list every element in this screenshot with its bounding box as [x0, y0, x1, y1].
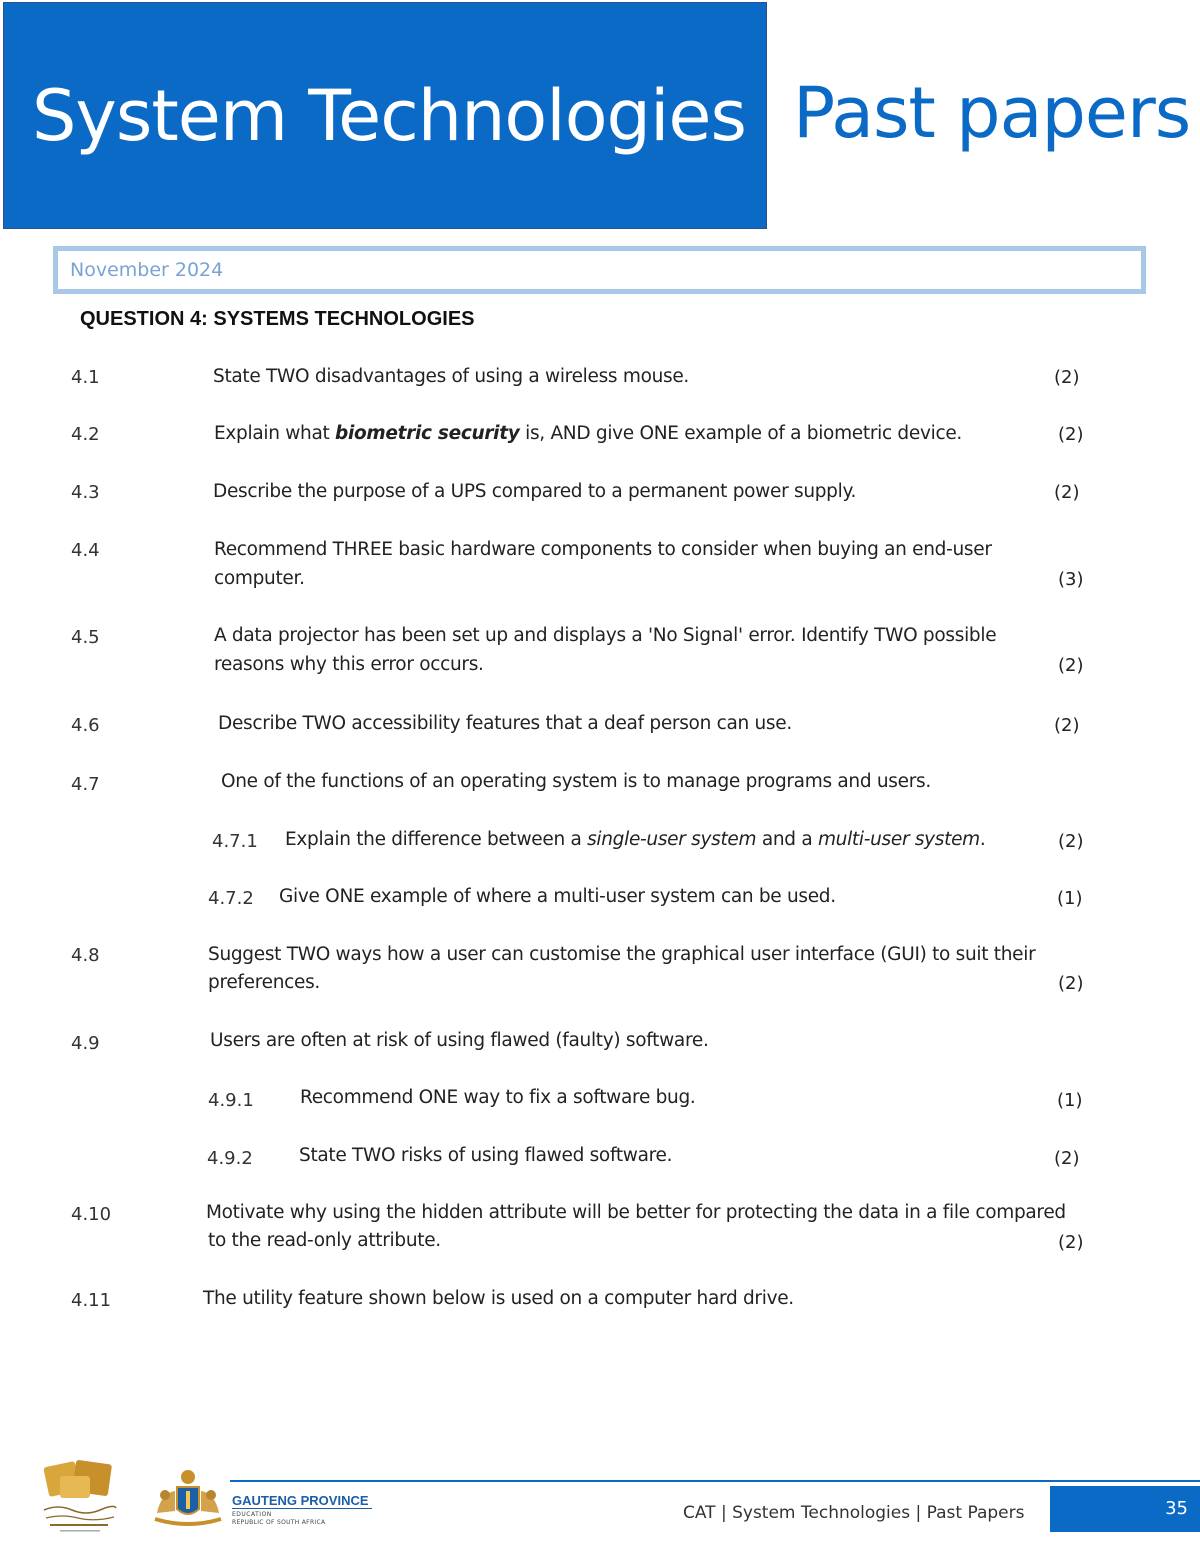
question-number: 4.5 [71, 627, 100, 648]
question-marks: (2) [1058, 973, 1084, 994]
question-number: 4.4 [71, 540, 100, 561]
question-text: Recommend THREE basic hardware components to consider when buying an end-user [214, 539, 992, 560]
question-marks: (2) [1058, 831, 1084, 852]
question-marks: (1) [1057, 1090, 1083, 1111]
text-part: Explain the difference between a [285, 829, 588, 850]
emphasis-term: biometric security [335, 423, 520, 444]
subquestion-text: Recommend ONE way to fix a software bug. [300, 1087, 696, 1108]
page-number: 35 [1165, 1498, 1188, 1519]
header-banner [3, 2, 767, 229]
subquestion-text: State TWO risks of using flawed software. [299, 1145, 673, 1166]
emphasis-term: multi-user system [817, 829, 980, 850]
date-box [53, 246, 1146, 294]
question-marks: (2) [1058, 424, 1084, 445]
question-text: A data projector has been set up and displays a 'No Signal' error. Identify TWO possible [214, 625, 997, 646]
subquestion-text [285, 825, 986, 854]
question-marks: (1) [1057, 888, 1083, 909]
emphasis-term: single-user system [587, 829, 757, 850]
question-marks: (2) [1058, 1232, 1084, 1253]
banner-subtitle: Past papers [793, 72, 1191, 154]
question-number: 4.1 [71, 367, 100, 388]
question-number: 4.9 [71, 1033, 100, 1054]
question-text: The utility feature shown below is used on a computer hard drive. [203, 1288, 794, 1309]
question-number: 4.11 [71, 1290, 112, 1311]
question-marks: (2) [1054, 482, 1080, 503]
footer-text: CAT | System Technologies | Past Papers [683, 1503, 1025, 1523]
question-number: 4.6 [71, 715, 100, 736]
question-text: to the read-only attribute. [208, 1230, 441, 1251]
question-number: 4.2 [71, 424, 100, 445]
question-number: 4.8 [71, 945, 100, 966]
date-label: November 2024 [70, 259, 224, 281]
subquestion-number: 4.7.1 [212, 831, 258, 852]
question-text: preferences. [208, 972, 320, 993]
question-number: 4.3 [71, 482, 100, 503]
question-heading: QUESTION 4: SYSTEMS TECHNOLOGIES [80, 308, 475, 330]
question-text [214, 419, 962, 448]
question-text: Motivate why using the hidden attribute will be better for protecting the data in a file compared [206, 1202, 1066, 1223]
province-divider [232, 1508, 372, 1509]
question-marks: (2) [1058, 655, 1084, 676]
question-number: 4.10 [71, 1204, 112, 1225]
subquestion-text: Give ONE example of where a multi-user system can be used. [279, 886, 836, 907]
province-title: GAUTENG PROVINCE [232, 1493, 369, 1508]
question-marks: (2) [1054, 715, 1080, 736]
question-text: State TWO disadvantages of using a wireless mouse. [213, 366, 690, 387]
text-part: . [979, 829, 986, 850]
school-crest-icon [38, 1460, 120, 1538]
question-text: Describe the purpose of a UPS compared to a permanent power supply. [213, 481, 857, 502]
question-marks: (2) [1054, 367, 1080, 388]
province-department: EDUCATION [232, 1511, 272, 1518]
text-part: Explain what [214, 423, 336, 444]
coat-of-arms-icon [147, 1467, 229, 1531]
subquestion-number: 4.9.2 [207, 1148, 253, 1169]
question-text: Describe TWO accessibility features that a deaf person can use. [218, 713, 792, 734]
text-part: is, AND give ONE example of a biometric device. [519, 423, 962, 444]
province-country: REPUBLIC OF SOUTH AFRICA [232, 1519, 326, 1526]
question-marks: (2) [1054, 1148, 1080, 1169]
banner-title: System Technologies [32, 75, 746, 157]
question-text: Users are often at risk of using flawed (faulty) software. [210, 1030, 709, 1051]
page-number-box [1050, 1486, 1200, 1532]
question-text: computer. [214, 568, 305, 589]
question-text: reasons why this error occurs. [214, 654, 484, 675]
subquestion-number: 4.7.2 [208, 888, 254, 909]
footer-divider [230, 1480, 1200, 1482]
question-text: One of the functions of an operating system is to manage programs and users. [221, 771, 931, 792]
question-marks: (3) [1058, 569, 1084, 590]
question-number: 4.7 [71, 774, 100, 795]
question-text: Suggest TWO ways how a user can customise the graphical user interface (GUI) to suit their [208, 944, 1036, 965]
subquestion-number: 4.9.1 [208, 1090, 254, 1111]
text-part: and a [756, 829, 818, 850]
